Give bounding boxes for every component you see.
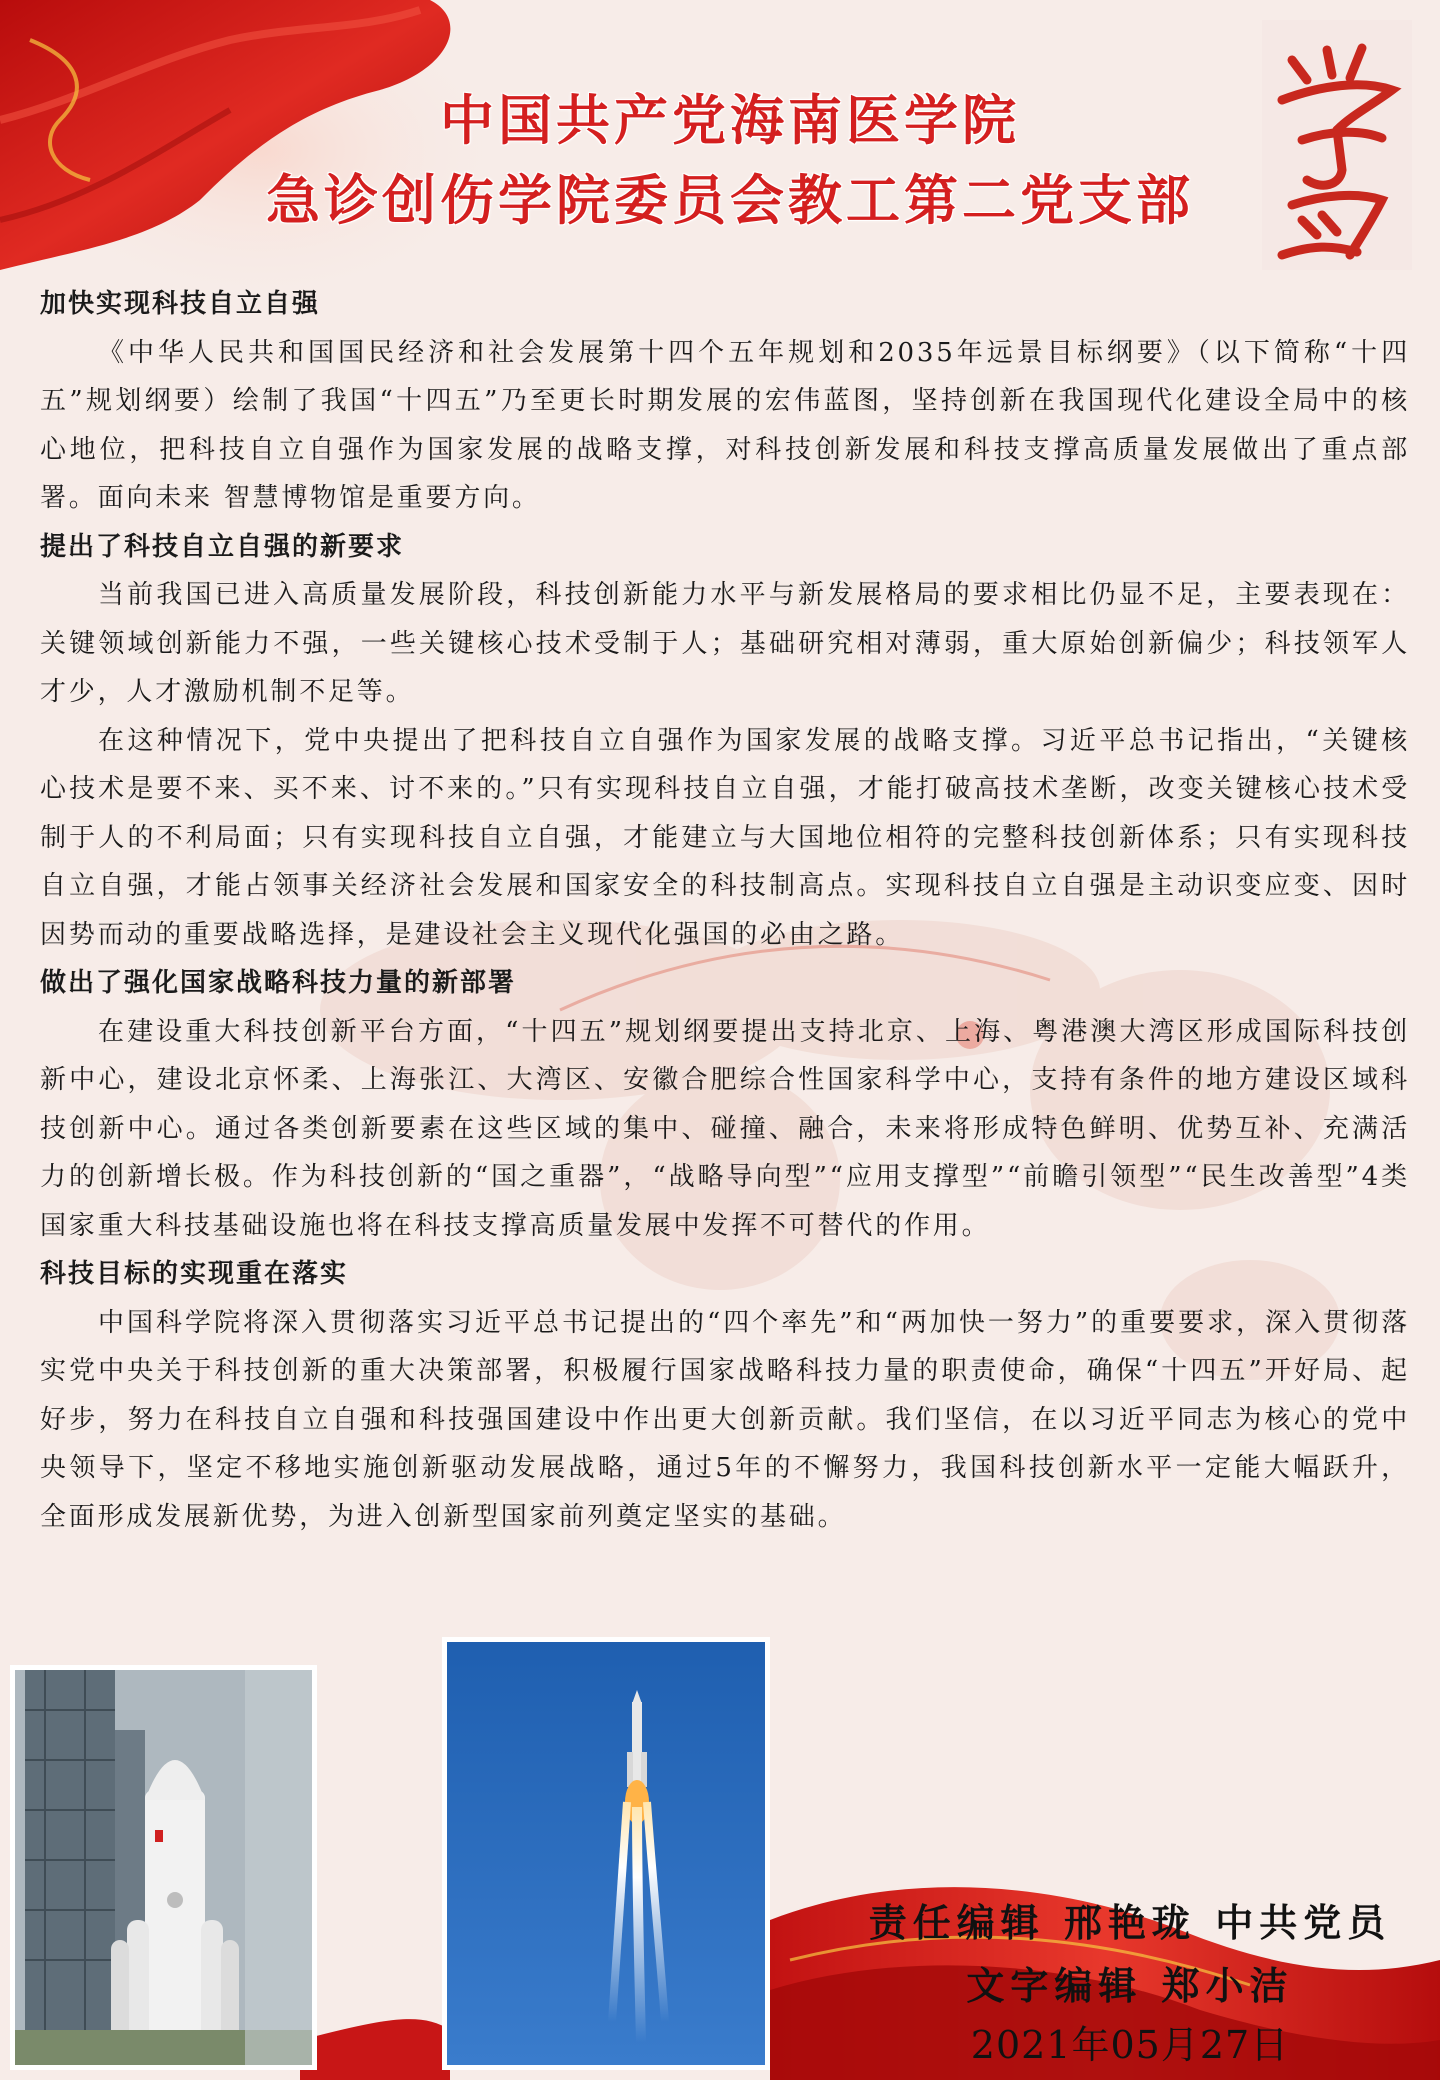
paragraph: 中国科学院将深入贯彻落实习近平总书记提出的“四个率先”和“两加快一努力”的重要要求，深入贯彻落实党中央关于科技创新的重大决策部署，积极履行国家战略科技力量的职责使命，确保“十四五”开好局、起好步，努力在科技自立自强和科技强国建设中作出更大创新贡献。我们坚信，在以习近平同志为核心的党中央领导下，坚定不移地实施创新驱动发展战略，通过5年的不懈努力，我国科技创新水平一定能大幅跃升，全面形成发展新优势，为进入创新型国家前列奠定坚实的基础。 [40, 1307, 1410, 1532]
paragraph: 《中华人民共和国国民经济和社会发展第十四个五年规划和2035年远景目标纲要》（以下简称“十四五”规划纲要）绘制了我国“十四五”乃至更长时期发展的宏伟蓝图，坚持创新在我国现代化建设全局中的核心地位，把科技自立自强作为国家发展的战略支撑，对科技创新发展和科技支撑高质量发展做出了重点部署。面向未来 智慧博物馆是重要方向。 [40, 337, 1410, 513]
section-heading: 提出了科技自立自强的新要求 [40, 531, 405, 562]
paragraph: 在建设重大科技创新平台方面，“十四五”规划纲要提出支持北京、上海、粤港澳大湾区形成国际科技创新中心，建设北京怀柔、上海张江、大湾区、安徽合肥综合性国家科学中心，支持有条件的地方建设区域科技创新中心。通过各类创新要素在这些区域的集中、碰撞、融合，未来将形成特色鲜明、优势互补、充满活力的创新增长极。作为科技创新的“国之重器”，“战略导向型”“应用支撑型”“前瞻引领型”“民生改善型”4类国家重大科技基础设施也将在科技支撑高质量发展中发挥不可替代的作用。 [40, 1016, 1410, 1241]
section-heading: 科技目标的实现重在落实 [40, 1259, 349, 1289]
header-title-line2: 急诊创伤学院委员会教工第二党支部 [266, 169, 1194, 232]
section-heading: 加快实现科技自立自强 [40, 289, 321, 319]
rocket-launch-photo [442, 1637, 770, 2070]
section-heading: 做出了强化国家战略科技力量的新部署 [40, 968, 517, 998]
rocket-launchpad-photo [10, 1665, 317, 2070]
publish-date: 2021年05月27日 [970, 2023, 1290, 2067]
paragraph: 当前我国已进入高质量发展阶段，科技创新能力水平与新发展格局的要求相比仍显不足，主要表现在：关键领域创新能力不强，一些关键核心技术受制于人；基础研究相对薄弱，重大原始创新偏少；科技领军人才少，人才激励机制不足等。 [40, 580, 1410, 707]
article-body [40, 280, 1410, 1541]
paragraph: 在这种情况下，党中央提出了把科技自立自强作为国家发展的战略支撑。习近平总书记指出，“关键核心技术是要不来、买不来、讨不来的。”只有实现科技自立自强，才能打破高技术垄断，改变关键核心技术受制于人的不利局面；只有实现科技自立自强，才能建立与大国地位相符的完整科技创新体系；只有实现科技自立自强，才能占领事关经济社会发展和国家安全的科技制高点。实现科技自立自强是主动识变应变、因时因势而动的重要战略选择，是建设社会主义现代化强国的必由之路。 [40, 725, 1410, 950]
header-title-line1: 中国共产党海南医学院 [440, 89, 1020, 152]
editor-credit: 责任编辑 邢艳珑 中共党员 [868, 1900, 1392, 1945]
calligraphy-study-logo [1262, 20, 1412, 270]
text-editor-credit: 文字编辑 郑小洁 [966, 1963, 1294, 2008]
